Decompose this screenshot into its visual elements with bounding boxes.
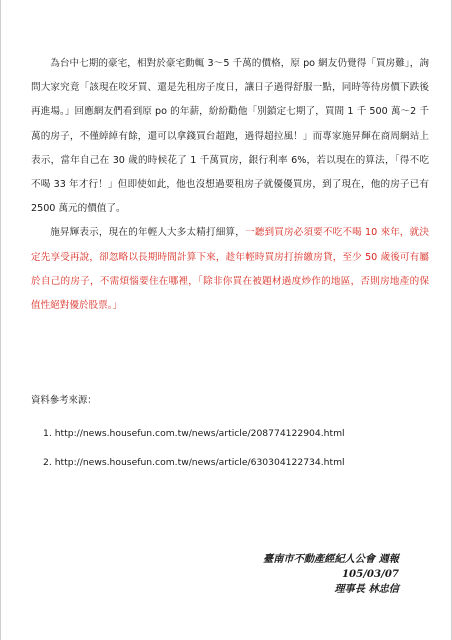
signature-block xyxy=(263,552,399,597)
reference-item xyxy=(43,457,431,468)
reference-link[interactable]: http://news.housefun.com.tw/news/article/208774122904.html xyxy=(54,428,345,439)
signature-org: 臺南市不動產經紀人公會 週報 xyxy=(263,553,399,565)
paragraph-2-text-red: 一聽到買房必須要不吃不喝 10 來年，就決定先享受再說，卻忽略以長期時間計算下來，趁年輕時買房打拚繳房貸，至少 50 歲後可有屬於自己的房子，不需煩惱要住在哪裡，「除非你買在被題材過度炒作的地區，否則房地產的保值性絕對優於股票。」 xyxy=(31,227,430,312)
reference-number: 2. xyxy=(43,457,52,468)
signature-person: 理事長 林忠信 xyxy=(334,583,399,595)
paragraph-1 xyxy=(31,52,429,221)
reference-item xyxy=(43,428,431,439)
references-section xyxy=(31,392,431,486)
paragraph-1-text: 為台中七期的豪宅，相對於豪宅動輒 3～5 千萬的價格，原 po 網友仍覺得「買房難」，詢問大家究竟「該現在咬牙買、還是先租房子度日，讓日子過得舒服一點，同時等待房價下跌後再進場。」回應網友們看到原 po 的年薪，紛紛勸他「別鎖定七期了，買間 1 千 500 萬～2 千萬的房子，不僅綽綽有餘，還可以拿錢買台超跑，過得超拉風！」而專家施昇輝在商周網站上表示，當年自己在 30 歲的時候花了 1 千萬買房，銀行利率 6%，若以現在的算法，「得不吃不喝 33 年才行！」但即使如此，他也沒想過要租房子就優優買房，到了現在，他的房子已有 2500 萬元的價值了。 xyxy=(31,58,429,215)
article-body xyxy=(31,52,429,318)
references-list xyxy=(31,428,431,468)
signature-date: 105/03/07 xyxy=(341,568,399,580)
references-title: 資料參考來源： xyxy=(31,395,97,406)
paragraph-2-text-black: 施昇輝表示，現在的年輕人大多太精打細算， xyxy=(50,227,245,239)
reference-number: 1. xyxy=(43,428,52,439)
paragraph-2 xyxy=(31,221,429,318)
reference-link[interactable]: http://news.housefun.com.tw/news/article/630304122734.html xyxy=(54,457,345,468)
